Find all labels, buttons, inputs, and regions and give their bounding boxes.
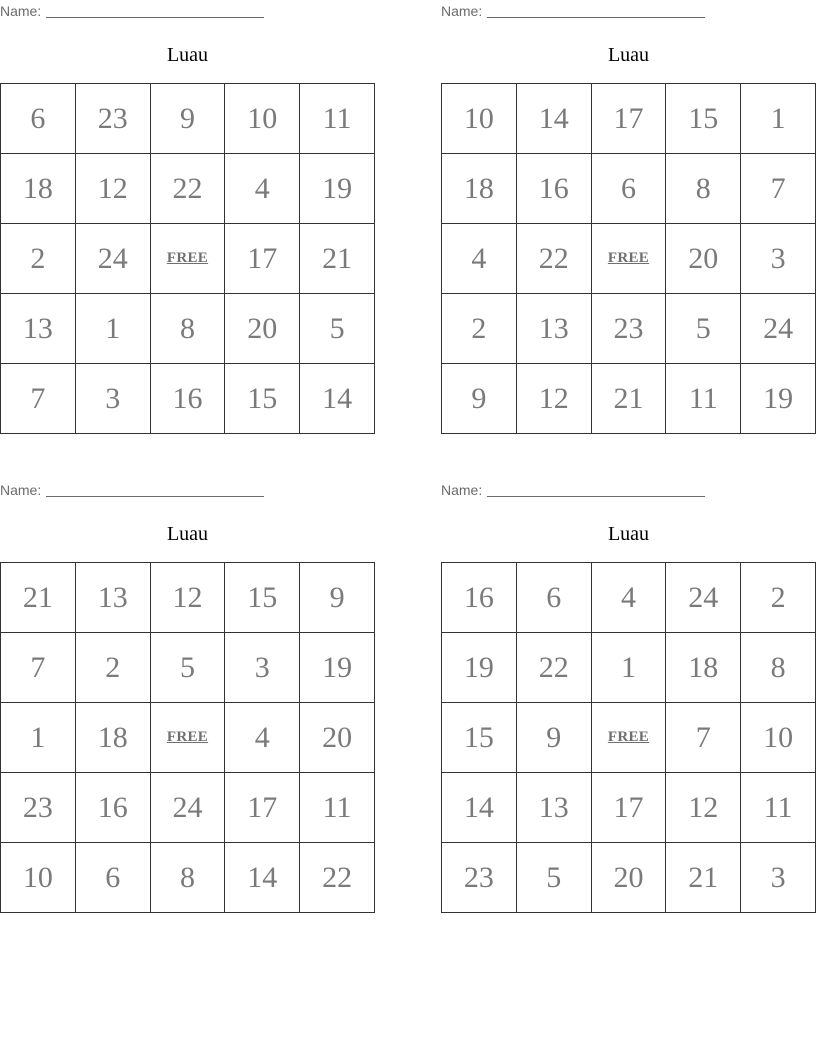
bingo-cell: 22 [300,843,375,913]
bingo-cell: 19 [300,154,375,224]
bingo-cell: 23 [1,773,76,843]
bingo-cell: 12 [151,563,226,633]
bingo-cell: 11 [741,773,816,843]
bingo-cell: 6 [592,154,667,224]
bingo-cell: 6 [76,843,151,913]
bingo-cell: 18 [1,154,76,224]
bingo-cell: 2 [76,633,151,703]
bingo-cell: 10 [225,84,300,154]
bingo-cell: 21 [666,843,741,913]
bingo-cell: 17 [225,773,300,843]
bingo-cell: 9 [151,84,226,154]
bingo-cell: 1 [741,84,816,154]
bingo-cell: 18 [666,633,741,703]
bingo-cell: 4 [225,154,300,224]
name-blank-line [487,496,705,497]
bingo-cell: 2 [741,563,816,633]
bingo-cell: 21 [592,364,667,434]
bingo-cell: 5 [151,633,226,703]
name-field-row [441,2,816,20]
bingo-cell: 3 [225,633,300,703]
free-space-cell: FREE [592,703,667,773]
free-space-cell: FREE [592,224,667,294]
bingo-cell: 5 [300,294,375,364]
bingo-cell: 8 [151,294,226,364]
name-label: Name: [0,3,42,19]
bingo-card-3 [0,479,375,913]
card-title: Luau [166,44,209,66]
bingo-cell: 11 [300,84,375,154]
bingo-cell: 7 [666,703,741,773]
bingo-cell: 12 [666,773,741,843]
card-title: Luau [607,44,650,66]
bingo-cell: 15 [442,703,517,773]
bingo-cell: 9 [517,703,592,773]
bingo-cell: 17 [592,773,667,843]
bingo-cell: 15 [666,84,741,154]
bingo-card-2 [441,0,816,434]
name-label: Name: [0,482,42,498]
bingo-card-4 [441,479,816,913]
bingo-cell: 4 [592,563,667,633]
bingo-cell: 13 [517,294,592,364]
bingo-cell: 11 [666,364,741,434]
bingo-cell: 21 [300,224,375,294]
bingo-cell: 13 [517,773,592,843]
bingo-cell: 24 [666,563,741,633]
bingo-cell: 24 [741,294,816,364]
bingo-cell: 5 [666,294,741,364]
bingo-cell: 5 [517,843,592,913]
bingo-cell: 23 [442,843,517,913]
bingo-cell: 20 [300,703,375,773]
bingo-cell: 9 [442,364,517,434]
bingo-cell: 21 [1,563,76,633]
bingo-cell: 20 [666,224,741,294]
bingo-cell: 11 [300,773,375,843]
bingo-cell: 1 [76,294,151,364]
bingo-card-1 [0,0,375,434]
bingo-cell: 15 [225,563,300,633]
bingo-cell: 6 [1,84,76,154]
card-title: Luau [607,523,650,545]
bingo-cell: 24 [76,224,151,294]
bingo-cell: 19 [741,364,816,434]
bingo-cell: 6 [517,563,592,633]
bingo-grid [0,83,375,434]
bingo-cell: 3 [76,364,151,434]
bingo-cell: 19 [300,633,375,703]
bingo-cell: 2 [442,294,517,364]
bingo-cell: 22 [517,224,592,294]
bingo-cell: 1 [592,633,667,703]
name-blank-line [46,17,264,18]
name-field-row [441,481,816,499]
name-field-row [0,481,375,499]
bingo-cell: 1 [1,703,76,773]
bingo-cell: 18 [76,703,151,773]
free-space-cell: FREE [151,224,226,294]
bingo-cell: 12 [76,154,151,224]
bingo-cell: 20 [225,294,300,364]
bingo-cell: 10 [1,843,76,913]
bingo-cell: 16 [442,563,517,633]
bingo-cell: 19 [442,633,517,703]
card-title: Luau [166,523,209,545]
bingo-cell: 8 [666,154,741,224]
bingo-cell: 10 [442,84,517,154]
bingo-cell: 16 [76,773,151,843]
name-label: Name: [441,3,483,19]
bingo-cell: 22 [517,633,592,703]
name-field-row [0,2,375,20]
bingo-cell: 14 [225,843,300,913]
bingo-grid [441,562,816,913]
bingo-grid [441,83,816,434]
bingo-cell: 16 [517,154,592,224]
bingo-cell: 14 [442,773,517,843]
bingo-cell: 17 [225,224,300,294]
bingo-cell: 23 [76,84,151,154]
bingo-cell: 7 [1,364,76,434]
bingo-cell: 9 [300,563,375,633]
bingo-cell: 7 [1,633,76,703]
name-blank-line [46,496,264,497]
bingo-cell: 3 [741,843,816,913]
name-label: Name: [441,482,483,498]
bingo-cell: 24 [151,773,226,843]
bingo-cell: 14 [517,84,592,154]
bingo-cell: 18 [442,154,517,224]
bingo-cell: 14 [300,364,375,434]
bingo-grid [0,562,375,913]
bingo-cell: 13 [76,563,151,633]
bingo-cell: 22 [151,154,226,224]
bingo-cell: 16 [151,364,226,434]
bingo-cell: 20 [592,843,667,913]
bingo-cell: 2 [1,224,76,294]
bingo-cell: 3 [741,224,816,294]
free-space-cell: FREE [151,703,226,773]
bingo-cell: 7 [741,154,816,224]
bingo-cell: 4 [225,703,300,773]
bingo-cell: 23 [592,294,667,364]
bingo-cell: 17 [592,84,667,154]
bingo-cell: 13 [1,294,76,364]
bingo-cell: 4 [442,224,517,294]
bingo-cell: 8 [741,633,816,703]
bingo-cell: 8 [151,843,226,913]
name-blank-line [487,17,705,18]
bingo-cell: 12 [517,364,592,434]
bingo-cell: 10 [741,703,816,773]
bingo-cell: 15 [225,364,300,434]
